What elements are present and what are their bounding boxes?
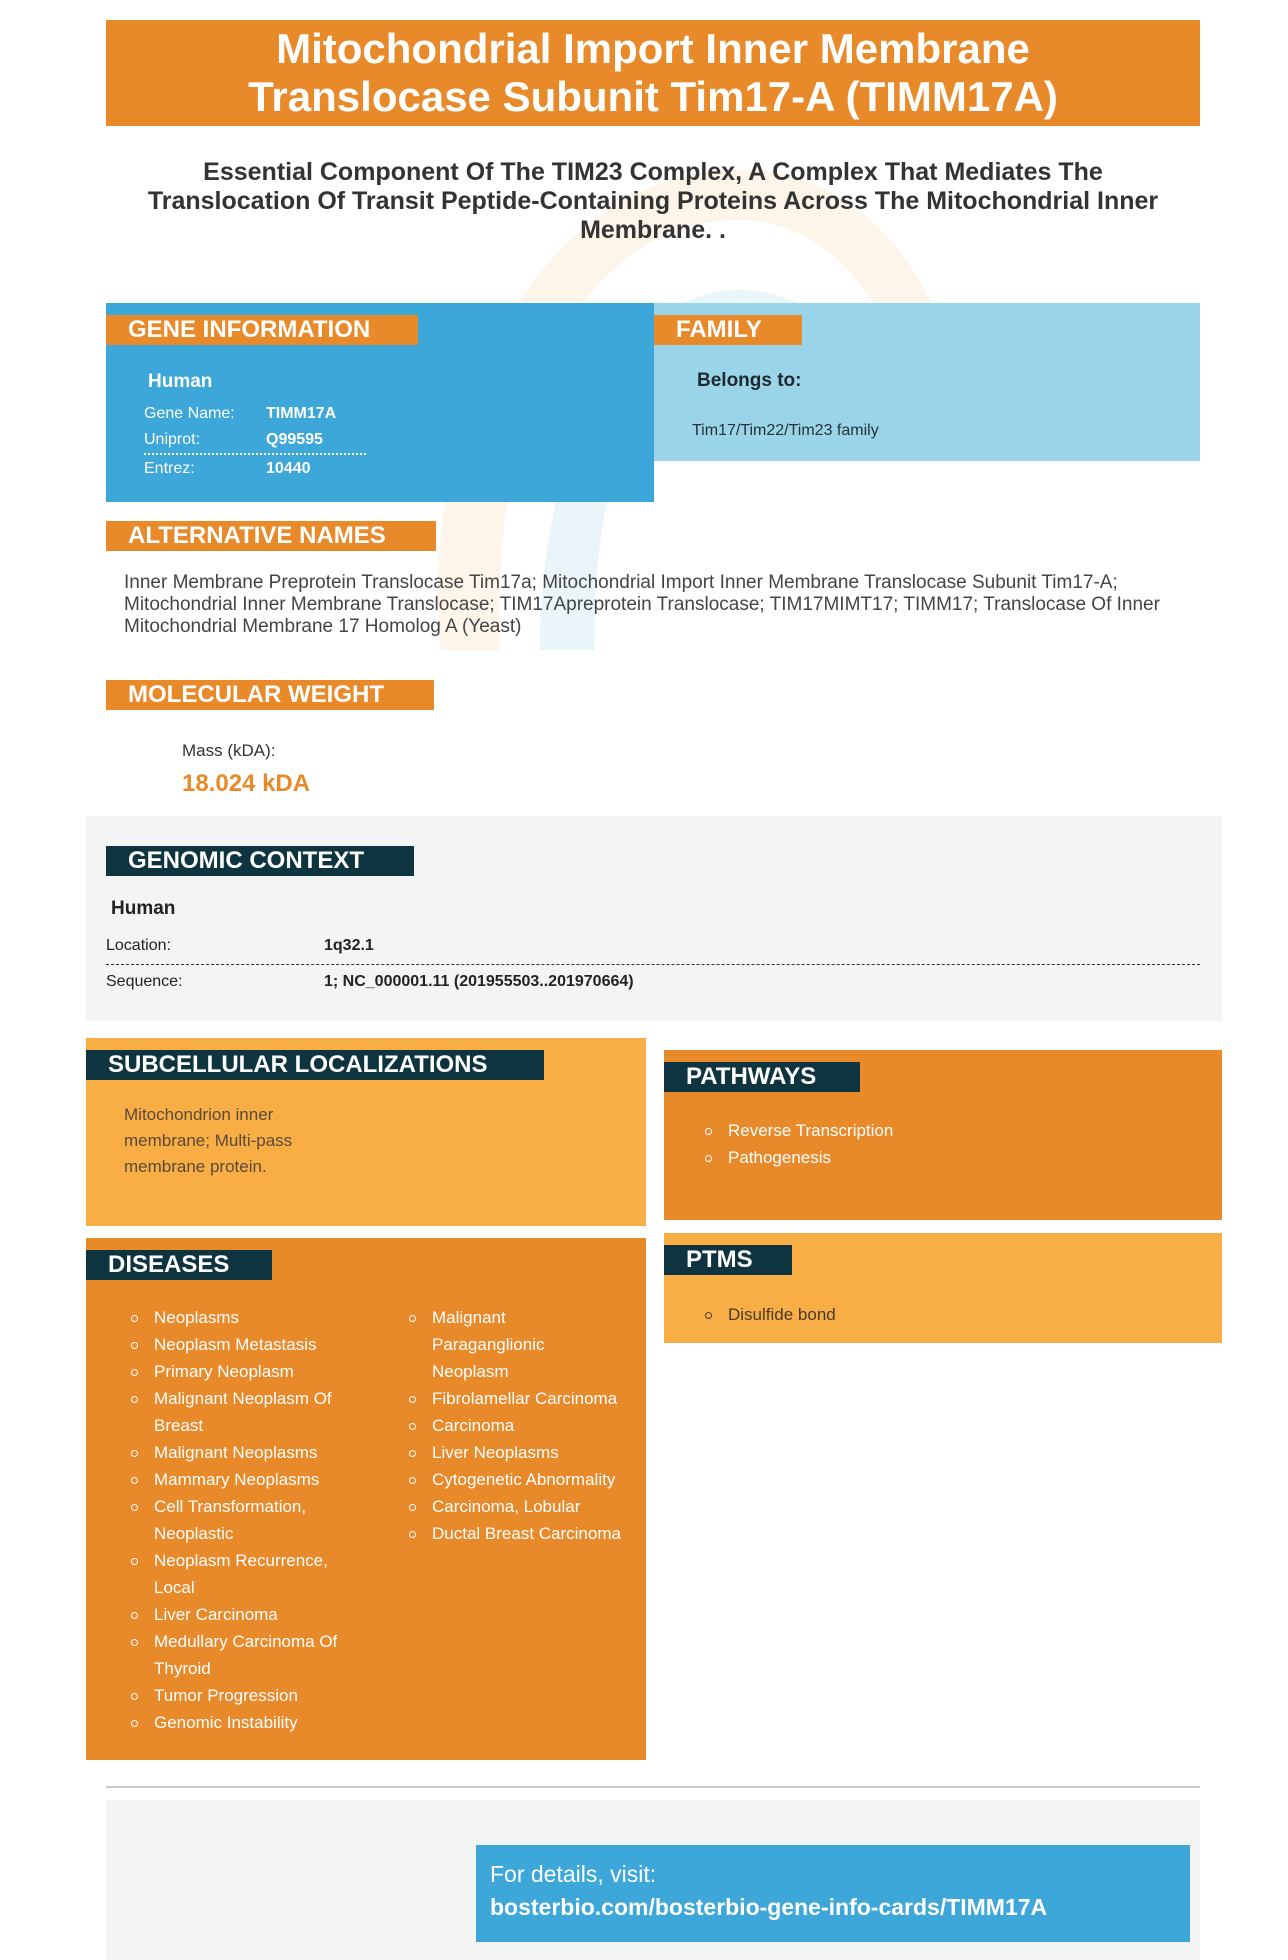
disease-item: Ductal Breast Carcinoma [406,1520,636,1547]
diseases-list-column-1 [128,1304,378,1736]
diseases-heading: DISEASES [86,1250,272,1280]
subcellular-line: Mitochondrion inner [124,1105,274,1124]
diseases-list-column-2 [406,1304,636,1547]
location-label: Location: [106,937,171,954]
gene-name-value: TIMM17A [266,405,337,422]
ptm-item: Disulfide bond [702,1301,836,1328]
genomic-context-heading: GENOMIC CONTEXT [106,846,414,876]
molecular-weight-heading: MOLECULAR WEIGHT [106,680,434,710]
ptms-list [702,1301,836,1328]
uniprot-row [144,431,366,455]
location-value: 1q32.1 [324,937,374,954]
disease-item: Medullary Carcinoma Of Thyroid [128,1628,378,1682]
disease-item: Mammary Neoplasms [128,1466,378,1493]
mass-value: 18.024 kDA [182,770,311,797]
subcellular-line: membrane; Multi-pass [124,1131,293,1150]
pathways-list [702,1117,893,1171]
subcellular-localizations-panel [86,1038,646,1226]
disease-item: Tumor Progression [128,1682,378,1709]
gene-information-panel [106,303,654,502]
footer-divider [106,1786,1200,1788]
disease-item: Fibrolamellar Carcinoma [406,1385,636,1412]
subcellular-text [124,1102,292,1180]
uniprot-value: Q99595 [266,431,323,448]
disease-item: Primary Neoplasm [128,1358,378,1385]
pathway-item: Pathogenesis [702,1144,893,1171]
ptms-heading: PTMS [664,1245,792,1275]
genomic-context-panel [86,816,1222,1021]
page-title [106,20,1200,126]
alternative-names-text: Inner Membrane Preprotein Translocase Tim17a; Mitochondrial Import Inner Membrane Translocase Subunit Tim17-A; Mitochondrial Inner Membrane Translocase; TIM17Apreprotein Translocase; TIM17MIMT17; TIMM17; Translocase Of Inner Mitochondrial Membrane 17 Homolog A (Yeast) [124,572,1160,637]
entrez-row [144,460,364,482]
family-value: Tim17/Tim22/Tim23 family [692,422,879,439]
sequence-row [106,973,1200,997]
title-line-2: Translocase Subunit Tim17-A (TIMM17A) [248,73,1058,120]
title-line-1: Mitochondrial Import Inner Membrane [276,25,1030,72]
gene-name-row [144,405,364,427]
pathways-heading: PATHWAYS [664,1062,860,1092]
diseases-panel [86,1238,646,1760]
belongs-to-label: Belongs to: [697,370,802,391]
ptms-panel [664,1233,1222,1343]
disease-item: Carcinoma [406,1412,636,1439]
family-panel [654,303,1200,461]
gene-species: Human [148,371,213,392]
disease-item: Liver Neoplasms [406,1439,636,1466]
mass-label: Mass (kDA): [182,741,276,760]
details-url-link[interactable]: bosterbio.com/bosterbio-gene-info-cards/TIMM17A [490,1894,1048,1920]
pathway-item: Reverse Transcription [702,1117,893,1144]
entrez-value: 10440 [266,460,311,477]
family-heading: FAMILY [654,315,802,345]
details-link-box[interactable] [476,1845,1190,1942]
disease-item: Malignant Paraganglionic Neoplasm [406,1304,636,1385]
gene-name-label: Gene Name: [144,405,235,422]
location-row [106,937,1200,965]
disease-item: Liver Carcinoma [128,1601,378,1628]
pathways-panel [664,1050,1222,1220]
details-label: For details, visit: [490,1861,657,1887]
alternative-names-heading: ALTERNATIVE NAMES [106,521,436,551]
disease-item: Carcinoma, Lobular [406,1493,636,1520]
disease-item: Neoplasm Recurrence, Local [128,1547,378,1601]
subcellular-line: membrane protein. [124,1157,267,1176]
disease-item: Neoplasms [128,1304,378,1331]
subcellular-localizations-heading: SUBCELLULAR LOCALIZATIONS [86,1050,544,1080]
disease-item: Malignant Neoplasms [128,1439,378,1466]
disease-item: Cytogenetic Abnormality [406,1466,636,1493]
sequence-label: Sequence: [106,973,183,990]
genomic-species: Human [111,898,176,919]
disease-item: Malignant Neoplasm Of Breast [128,1385,378,1439]
entrez-label: Entrez: [144,460,195,477]
disease-item: Cell Transformation, Neoplastic [128,1493,378,1547]
disease-item: Neoplasm Metastasis [128,1331,378,1358]
uniprot-label: Uniprot: [144,431,201,448]
sequence-value: 1; NC_000001.11 (201955503..201970664) [324,973,634,990]
disease-item: Genomic Instability [128,1709,378,1736]
gene-information-heading: GENE INFORMATION [106,315,418,345]
protein-function-summary: Essential Component Of The TIM23 Complex, A Complex That Mediates The Translocation Of Transit Peptide-Containing Proteins Across The Mitochondrial Inner Membrane. . [147,158,1159,244]
